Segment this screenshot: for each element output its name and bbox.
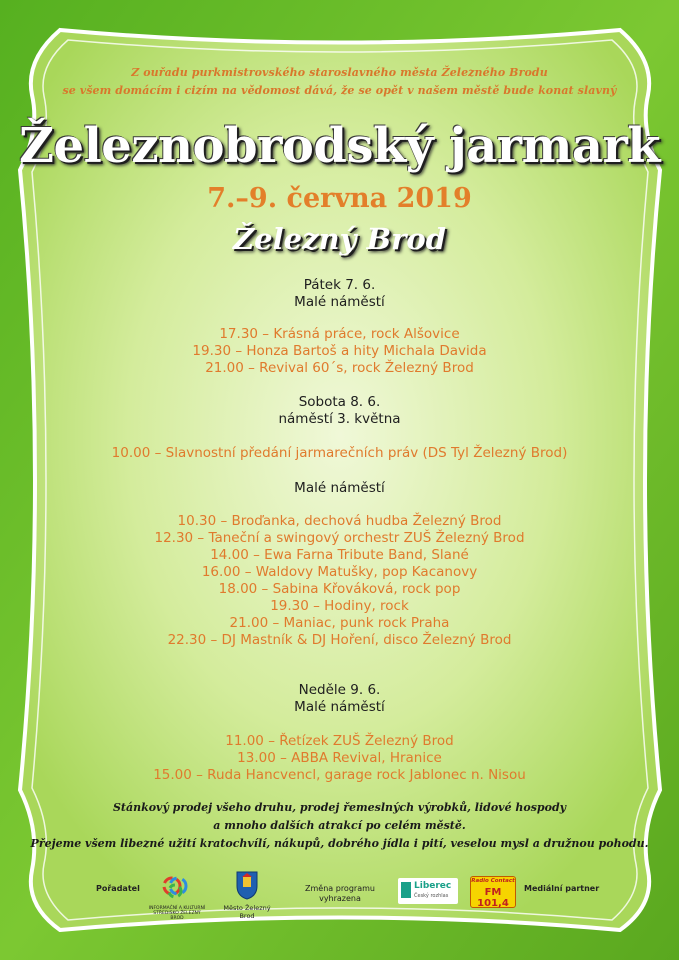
ic-logo [148, 872, 206, 921]
saturday-event: 21.00 – Maniac, punk rock Praha [229, 615, 450, 631]
town-logo-caption: Město Železný Brod [223, 904, 271, 920]
friday-place: Malé náměstí [294, 294, 385, 310]
sunday-place: Malé náměstí [294, 699, 385, 715]
ic-logo-icon [148, 872, 206, 902]
town-logo [216, 870, 278, 920]
friday-event: 19.30 – Honza Bartoš a hity Michala Davida [192, 343, 487, 359]
saturday-event: 19.30 – Hodiny, rock [270, 598, 409, 614]
sunday-event: 11.00 – Řetízek ZUŠ Železný Brod [225, 733, 454, 749]
intro-line-1: Z ouřadu purkmistrovského staroslavného města Železného Brodu [131, 66, 548, 79]
friday-event: 21.00 – Revival 60´s, rock Železný Brod [205, 360, 474, 376]
saturday-event: 10.00 – Slavnostní předání jarmarečních práv (DS Tyl Železný Brod) [111, 445, 568, 461]
saturday-place-2: Malé náměstí [294, 480, 385, 496]
sunday-day: Neděle 9. 6. [298, 682, 381, 698]
program-change-note [300, 884, 380, 904]
event-title: Železnobrodský jarmark [18, 118, 661, 174]
liberec-mark-icon [401, 882, 411, 898]
liberec-radio-logo [398, 878, 458, 904]
footer-line-2: a mnoho dalších atrakcí po celém městě. [213, 819, 466, 832]
partners-bar [0, 870, 679, 920]
radio-contact-name: Radio Contact [471, 878, 515, 884]
liberec-logo-sub: Český rozhlas [414, 893, 449, 899]
saturday-event: 10.30 – Broďanka, dechová hudba Železný Brod [177, 513, 502, 529]
radio-contact-frequency: FM 101,4 [477, 887, 509, 909]
event-town: Železný Brod [233, 222, 446, 256]
sunday-event: 13.00 – ABBA Revival, Hranice [237, 750, 442, 766]
event-dates: 7.–9. června 2019 [207, 183, 472, 214]
intro-line-2: se všem domácím i cizím na vědomost dává, že se opět v našem městě bude konat slavný [62, 84, 617, 97]
saturday-event: 12.30 – Taneční a swingový orchestr ZUŠ Železný Brod [154, 530, 525, 546]
saturday-event: 14.00 – Ewa Farna Tribute Band, Slané [210, 547, 469, 563]
saturday-place-1: náměstí 3. května [278, 411, 401, 427]
organizer-label: Pořadatel [96, 884, 140, 893]
footer-line-1: Stánkový prodej všeho druhu, prodej řemeslných výrobků, lidové hospody [112, 801, 567, 814]
friday-day: Pátek 7. 6. [303, 277, 376, 293]
town-crest-icon [235, 870, 259, 900]
saturday-event: 22.30 – DJ Mastník & DJ Hoření, disco Železný Brod [167, 632, 512, 648]
ic-logo-text: INFORMAČNÍ A KULTURNÍ STŘEDISKO ŽELEZNÝ BROD [148, 906, 206, 921]
saturday-event: 16.00 – Waldovy Matušky, pop Kacanovy [201, 564, 478, 580]
sunday-event: 15.00 – Ruda Hancvencl, garage rock Jablonec n. Nisou [153, 767, 526, 783]
footer-line-3: Přejeme všem libezné užití kratochvílí, nákupů, dobrého jídla i pití, veselou mysl a družnou pohodu. [30, 837, 649, 850]
radio-contact-logo [470, 876, 516, 908]
program-change-line: vyhrazena [319, 894, 361, 903]
friday-event: 17.30 – Krásná práce, rock Alšovice [219, 326, 460, 342]
saturday-day: Sobota 8. 6. [298, 394, 381, 410]
liberec-logo-text: Liberec [414, 881, 452, 891]
saturday-event: 18.00 – Sabina Křováková, rock pop [218, 581, 461, 597]
media-partner-label: Mediální partner [524, 884, 600, 893]
program-change-line: Změna programu [305, 884, 375, 893]
